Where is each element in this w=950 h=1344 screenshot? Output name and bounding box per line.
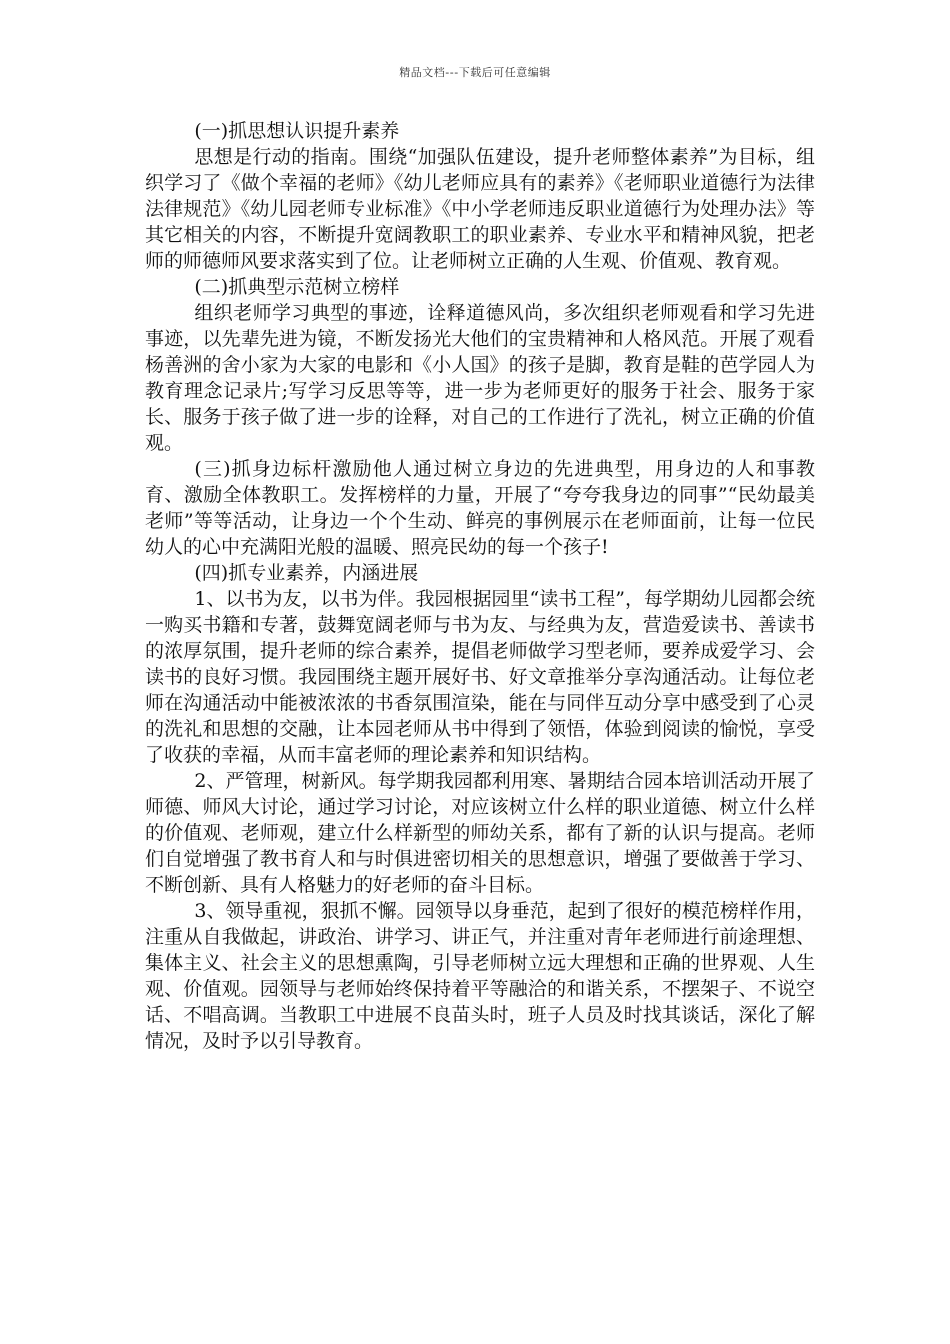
paragraph-1: 思想是行动的指南。围绕“加强队伍建设，提升老师整体素养”为目标，组织学习了《做个幸福的老师》《幼儿老师应具有的素养》《老师职业道德行为法律法律规范》《幼儿园老师专业标准》《中小学老师违反职业道德行为处理办法》等其它相关的内容，不断提升宽阔教职工的职业素养、专业水平和精神风貌，把老师的师德师风要求落实到了位。让老师树立正确的人生观、价值观、教育观。 (145, 146, 815, 272)
paragraph-2: 组织老师学习典型的事迹，诠释道德风尚，多次组织老师观看和学习先进事迹，以先辈先进为镜，不断发扬光大他们的宝贵精神和人格风范。开展了观看杨善洲的舍小家为大家的电影和《小人国》的孩子是脚，教育是鞋的芭学园人为教育理念记录片;写学习反思等等，进一步为老师更好的服务于社会、服务于家长、服务于孩子做了进一步的诠释，对自己的工作进行了洗礼，树立正确的价值观。 (145, 302, 815, 454)
section-heading-1: (一)抓思想认识提升素养 (194, 120, 400, 142)
section-heading-2: (二)抓典型示范树立榜样 (194, 276, 400, 298)
section-heading-4: (四)抓专业素养，内涵进展 (194, 562, 419, 584)
document-body (145, 118, 815, 1054)
page-header: 精品文档---下载后可任意编辑 (399, 66, 551, 79)
paragraph-5: 2、严管理，树新风。每学期我园都利用寒、暑期结合园本培训活动开展了师德、师风大讨论，通过学习讨论，对应该树立什么样的职业道德、树立什么样的价值观、老师观，建立什么样新型的师幼关系，都有了新的认识与提高。老师们自觉增强了教书育人和与时俱进密切相关的思想意识，增强了要做善于学习、不断创新、具有人格魅力的好老师的奋斗目标。 (145, 770, 815, 896)
paragraph-4: 1、以书为友，以书为伴。我园根据园里“读书工程”，每学期幼儿园都会统一购买书籍和专著，鼓舞宽阔老师与书为友、与经典为友，营造爱读书、善读书的浓厚氛围，提升老师的综合素养，提倡老师做学习型老师，要养成爱学习、会读书的良好习惯。我园围绕主题开展好书、好文章推举分享沟通活动。让每位老师在沟通活动中能被浓浓的书香氛围渲染，能在与同伴互动分享中感受到了心灵的洗礼和思想的交融，让本园老师从书中得到了领悟，体验到阅读的愉悦，享受了收获的幸福，从而丰富老师的理论素养和知识结构。 (145, 588, 815, 766)
paragraph-6: 3、领导重视，狠抓不懈。园领导以身垂范，起到了很好的模范榜样作用，注重从自我做起，讲政治、讲学习、讲正气，并注重对青年老师进行前途理想、集体主义、社会主义的思想熏陶，引导老师树立远大理想和正确的世界观、人生观、价值观。园领导与老师始终保持着平等融洽的和谐关系，不摆架子、不说空话、不唱高调。当教职工中进展不良苗头时，班子人员及时找其谈话，深化了解情况，及时予以引导教育。 (145, 900, 815, 1052)
paragraph-3: (三)抓身边标杆激励他人通过树立身边的先进典型，用身边的人和事教育、激励全体教职工。发挥榜样的力量，开展了“夸夸我身边的同事”“民幼最美老师”等等活动，让身边一个个生动、鲜亮的事例展示在老师面前，让每一位民幼人的心中充满阳光般的温暖、照亮民幼的每一个孩子! (145, 458, 815, 558)
